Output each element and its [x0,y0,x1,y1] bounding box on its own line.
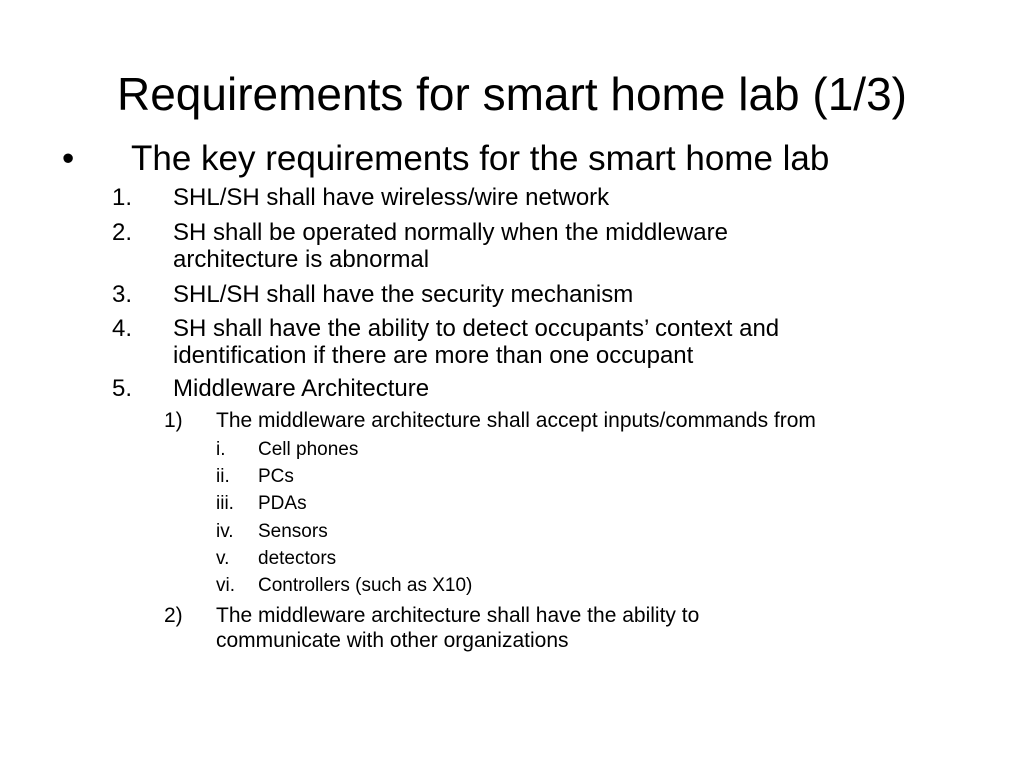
source-text: Cell phones [258,439,359,460]
item-number: 3. [112,281,133,308]
source-text: Sensors [258,521,328,542]
roman-marker: i. [216,439,226,460]
subitem-text: communicate with other organizations [216,629,569,652]
roman-marker: iv. [216,521,234,542]
item-number: 2. [112,219,133,246]
roman-marker: iii. [216,493,234,514]
item-number: 5. [112,375,133,402]
item-text: SHL/SH shall have the security mechanism [173,281,634,308]
roman-marker: ii. [216,466,230,487]
item-number: 4. [112,315,133,342]
subitem-number: 2) [164,604,183,627]
bullet-text: The key requirements for the smart home lab [131,139,830,178]
bullet-marker: • [62,139,75,178]
slide-title: Requirements for smart home lab (1/3) [117,68,907,120]
source-text: detectors [258,548,337,569]
item-text: identification if there are more than one occupant [173,342,694,369]
source-text: Controllers (such as X10) [258,575,473,596]
subitem-text: The middleware architecture shall have the ability to [216,604,700,627]
source-text: PDAs [258,493,307,514]
item-text: SH shall be operated normally when the middleware [173,219,728,246]
subitem-number: 1) [164,409,183,432]
item-text: architecture is abnormal [173,246,430,273]
item-text: SHL/SH shall have wireless/wire network [173,184,610,211]
item-number: 1. [112,184,133,211]
item-text: SH shall have the ability to detect occupants’ context and [173,315,780,342]
item-text: Middleware Architecture [173,375,430,402]
roman-marker: v. [216,548,230,569]
source-text: PCs [258,466,294,487]
subitem-text: The middleware architecture shall accept inputs/commands from [216,409,816,432]
roman-marker: vi. [216,575,235,596]
